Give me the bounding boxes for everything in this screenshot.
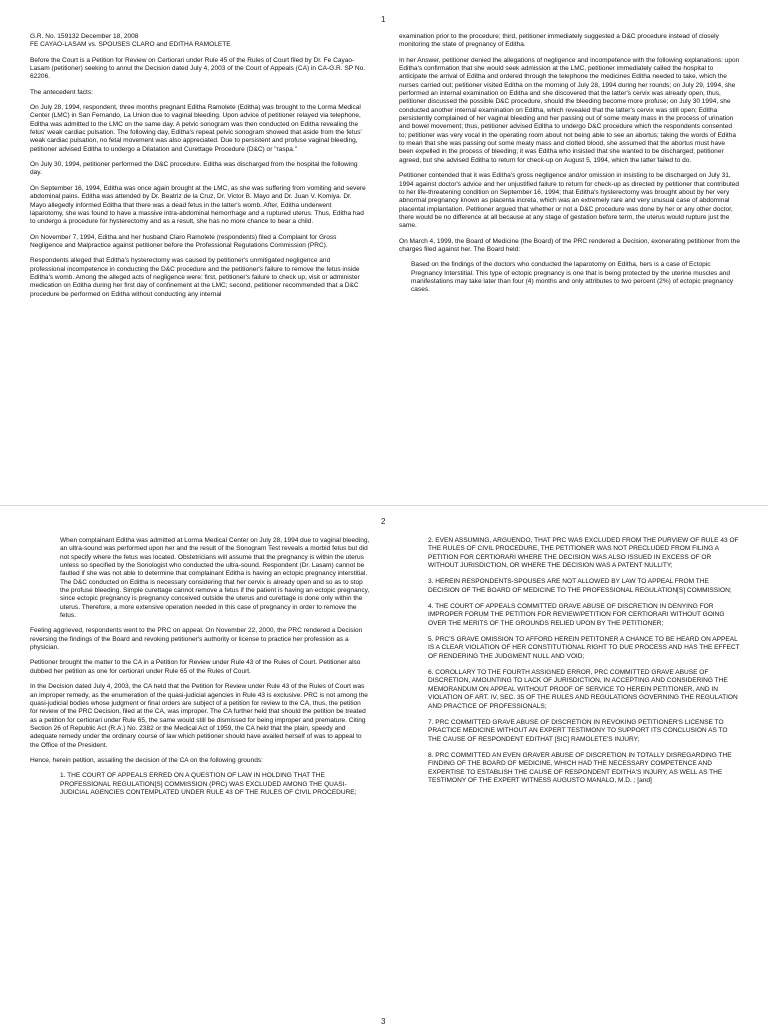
paragraph: On September 16, 1994, Editha was once again brought at the LMC, as she was suffering from vomiting and severe abdominal pains. Editha was attended by Dr. Beatriz de la Cruz, Dr. Victor B. Mayo and Dr. Juan V. Komiya. Dr. Mayo allegedly informed Editha that there was a dead fetus in the latter's womb. After, Editha underwent laparotomy, she was found to have a massive intra-abdominal hemorrhage and a ruptured uterus. Thus, Editha had to undergo a procedure for hysterectomy and as a result, she has no more chance to bear a child. xyxy=(30,184,366,226)
paragraph: Respondents alleged that Editha's hysterectomy was caused by petitioner's unmitigated negligence and professional incompetence in conducting the D&C procedure and the petitioner's failure to remove the fetus inside Editha's womb. Among the alleged acts of negligence were: first, petitioner's failure to check up, visit or administer medication on Editha during her first day of confinement at the LMC; second, petitioner recommended that a D&C procedure be performed on Editha without conducting any internal xyxy=(30,257,360,298)
block-quote: Based on the findings of the doctors who conducted the laparotomy on Editha, hers is a case of Ectopic Pregnancy Interstitial. This type of ectopic pregnancy is one that is being protected by the uterine muscles and manifestations may take later than four (4) months and only attributes to two percent (2%) of ectopic pregnancy cases. xyxy=(411,261,734,294)
paragraph: Before the Court is a Petition for Review on Certiorari under Rule 45 of the Rules of Court filed by Dr. Fe Cayao-Lasam (petitioner) seeking to annul the Decision dated July 4, 2003 of the Court of Appeals (CA) in CA-G.R. SP No. 62206. xyxy=(30,56,366,81)
paragraph: In her Answer, petitioner denied the allegations of negligence and incompetence with the following explanations: upon Editha's confirmation that she would seek admission at the LMC, petitioner immediately called the hospital to anticipate the arrival of Editha and ordered through the telephone the medicines Editha needed to take, which the nurses carried out; petitioner visited Editha on the morning of July 28, 1994 during her rounds; on July 29, 1994, she performed an internal examination on Editha and she discovered that the latter's cervix was already open, thus, petitioner discussed the possible D&C procedure, should the bleeding become more profuse; on July 30 1994, she conducted another internal examination on Editha, which revealed that the latter's cervix was still open; Editha persistently complained of her vaginal bleeding and her passing out of some meaty mass in the process of urination and bowel movement; thus, petitioner advised Editha to undergo D&C procedure which the respondents consented to; petitioner was very vocal in the operating room about not being able to see an abortus; taking the words of Editha to mean that she was passing out some meaty mass and clotted blood, she assumed that the abortus must have been expelled in the process of bleeding; it was Editha who insisted that she wanted to be discharged; petitioner agreed, but she advised Editha to return for check-up on August 5, 1994, which the latter failed to do. xyxy=(399,56,740,164)
paragraph: On July 28, 1994, respondent, three months pregnant Editha Ramolete (Editha) was brought to the Lorma Medical Center (LMC) in San Fernando, La Union due to vaginal bleeding. Upon advice of petitioner relayed via telephone, Editha was admitted to the LMC on the same day. A pelvic sonogram was then conducted on Editha revealing the fetus' weak cardiac pulsation. The following day, Editha's repeat pelvic sonogram showed that aside from the fetus' weak cardiac pulsation, no fetal movement was also appreciated. Due to persistent and profuse vaginal bleeding, petitioner advised Editha to undergo a Dilatation and Curettage Procedure (D&C) or "raspa." xyxy=(30,104,362,153)
ground-item: 6. COROLLARY TO THE FOURTH ASSIGNED ERROR, PRC COMMITTED GRAVE ABUSE OF DISCRETION, AMOUNTING TO LACK OF JURISDICTION, IN ACCEPTING AND CONSIDERING THE MEMORANDUM ON APPEAL WITHOUT PROOF OF SERVICE TO HEREIN PETITIONER, AND IN VIOLATION OF ART. IV, SEC. 35 OF THE RULES AND REGULATIONS GOVERNING THE REGULATION AND PRACTICE OF PROFESSIONALS; xyxy=(428,669,738,710)
page1-left-column xyxy=(30,33,366,306)
case-number-line: G.R. No. 159132 December 18, 2008 xyxy=(30,33,139,40)
page2-left-column xyxy=(30,537,370,804)
ground-item: 3. HEREIN RESPONDENTS-SPOUSES ARE NOT ALLOWED BY LAW TO APPEAL FROM THE DECISION OF THE BOARD OF MEDICINE TO THE PROFESSIONAL REGULATION[S] COMMISSION; xyxy=(428,578,732,594)
block-quote: When complainant Editha was admitted at Lorma Medical Center on July 28, 1994 due to vaginal bleeding, an ultra-sound was performed upon her and the result of the Sonogram Test reveals a morbid fetus but did not specify where the fetus was located. Obstetricians will assume that the pregnancy is within the uterus unless so specified by the Sonologist who conducted the ultra-sound. Respondent (Dr. Lasam) cannot be faulted if she was not able to determine that complainant Editha is having an ectopic pregnancy interstitial. The D&C conducted on Editha is necessary considering that her cervix is already open and so as to stop the profuse bleeding. Simple curettage cannot remove a fetus if the patient is having an ectopic pregnancy, since ectopic pregnancy is pregnancy conceived outside the uterus and curettage is done only within the uterus. Therefore, a more extensive operation needed in this case of pregnancy in order to remove the fetus. xyxy=(60,537,370,620)
page1-right-column xyxy=(399,33,741,302)
ground-item: 8. PRC COMMITTED AN EVEN GRAVER ABUSE OF DISCRETION IN TOTALLY DISREGARDING THE FINDING OF THE BOARD OF MEDICINE, WHICH HAD THE NECESSARY COMPETENCE AND EXPERTISE TO ESTABLISH THE CAUSE OF RESPONDENT EDITHA'S INJURY, AS WELL AS THE TESTIMONY OF THE EXPERT WITNESS AUGUSTO MANALO, M.D. ; [and] xyxy=(428,751,732,784)
ground-item: 7. PRC COMMITTED GRAVE ABUSE OF DISCRETION IN REVOKING PETITIONER'S LICENSE TO PRACTICE MEDICINE WITHOUT AN EXPERT TESTIMONY TO SUPPORT ITS CONCLUSION AS TO THE CAUSE OF RESPONDENT EDITHAT [SIC] RAMOLETE'S INJURY; xyxy=(428,718,728,743)
paragraph: Feeling aggrieved, respondents went to the PRC on appeal. On November 22, 2000, the PRC rendered a Decision reversing the findings of the Board and revoking petitioner's authority or license to practice her profession as a physician. xyxy=(30,627,363,652)
paragraph: Hence, herein petition, assailing the decision of the CA on the following grounds: xyxy=(30,756,263,764)
paragraph: The antecedent facts: xyxy=(30,88,93,96)
page2-right-column xyxy=(428,537,742,793)
ground-item: 2. EVEN ASSUMING, ARGUENDO, THAT PRC WAS EXCLUDED FROM THE PURVIEW OF RULE 43 OF THE RULES OF CIVIL PROCEDURE, THE PETITIONER WAS NOT PRECLUDED FROM FILING A PETITION FOR CERTIORARI WHERE THE DECISION WAS ALSO ISSUED IN EXCESS OF OR WITHOUT JURISDICTION, OR WHERE THE DECISION WAS A PATENT NULLITY; xyxy=(428,537,739,570)
page-number: 2 xyxy=(381,517,386,526)
ground-item: 4. THE COURT OF APPEALS COMMITTED GRAVE ABUSE OF DISCRETION IN DENYING FOR IMPROPER FORUM THE PETITION FOR REVIEW/PETITION FOR CERTIORARI WITHOUT GOING OVER THE MERITS OF THE GROUNDS RELIED UPON BY THE PETITIONER; xyxy=(428,603,725,627)
ground-item: 1. THE COURT OF APPEALS ERRED ON A QUESTION OF LAW IN HOLDING THAT THE PROFESSIONAL REGULATION[S] COMMISSION (PRC) WAS EXCLUDED AMONG THE QUASI-JUDICIAL AGENCIES CONTEMPLATED UNDER RULE 43 OF THE RULES OF CIVIL PROCEDURE; xyxy=(60,772,357,796)
page-break xyxy=(0,505,768,506)
page-number: 1 xyxy=(381,15,386,24)
paragraph: In the Decision dated July 4, 2003, the CA held that the Petition for Review under Rule 43 of the Rules of Court was an improper remedy, as the enumeration of the quasi-judicial agencies in Rule 43 is exclusive. PRC is not among the quasi-judicial bodies whose judgment or final orders are subject of a petition for review to the CA, thus, the petition for review of the PRC Decision, filed at the CA, was improper. The CA further held that should the petition be treated as a petition for certiorari under Rule 65, the same would still be dismissed for being improper and premature. Citing Section 26 of Republic Act (R.A.) No. 2382 or the Medical Act of 1959, the CA held that the plain, speedy and adequate remedy under the ordinary course of law which petitioner should have availed herself of was to appeal to the Office of the President. xyxy=(30,683,368,749)
case-header xyxy=(30,33,366,50)
paragraph: Petitioner contended that it was Editha's gross negligence and/or omission in insisting to be discharged on July 31, 1994 against doctor's advice and her unjustified failure to return for check-up as directed by petitioner that contributed to her life-threatening condition on September 16, 1994; that Editha's hysterectomy was brought about by her very abnormal pregnancy known as placenta increta, which was an extremely rare and very unusual case of abdominal placental implantation. Petitioner argued that whether or not a D&C procedure was done by her or any other doctor, there would be no difference at all because at any stage of gestation before term, the uterus would rupture just the same. xyxy=(399,172,740,230)
page-number: 3 xyxy=(381,1017,386,1026)
paragraph: examination prior to the procedure; third, petitioner immediately suggested a D&C procedure instead of closely monitoring the state of pregnancy of Editha. xyxy=(399,33,719,49)
paragraph: Petitioner brought the matter to the CA in a Petition for Review under Rule 43 of the Rules of Court. Petitioner also dubbed her petition as one for certiorari under Rule 65 of the Rules of Court. xyxy=(30,659,361,675)
paragraph: On July 30, 1994, petitioner performed the D&C procedure. Editha was discharged from the hospital the following day. xyxy=(30,161,358,177)
case-title-line: FE CAYAO-LASAM vs. SPOUSES CLARO and EDITHA RAMOLETE xyxy=(30,41,231,49)
ground-item: 5. PRC'S GRAVE OMISSION TO AFFORD HEREIN PETITONER A CHANCE TO BE HEARD ON APPEAL IS A CLEAR VIOLATION OF HER CONSTITUTIONAL RIGHT TO DUE PROCESS AND HAS THE EFFECT OF RENDERING THE JUDGMENT NULL AND VOID; xyxy=(428,636,740,660)
paragraph: On March 4, 1999, the Board of Medicine (the Board) of the PRC rendered a Decision, exonerating petitioner from the charges filed against her. The Board held: xyxy=(399,237,740,253)
paragraph: On November 7, 1994, Editha and her husband Claro Ramolete (respondents) filed a Complaint for Gross Negligence and Malpractice against petitioner before the Professional Regulations Commission (PRC). xyxy=(30,233,337,249)
